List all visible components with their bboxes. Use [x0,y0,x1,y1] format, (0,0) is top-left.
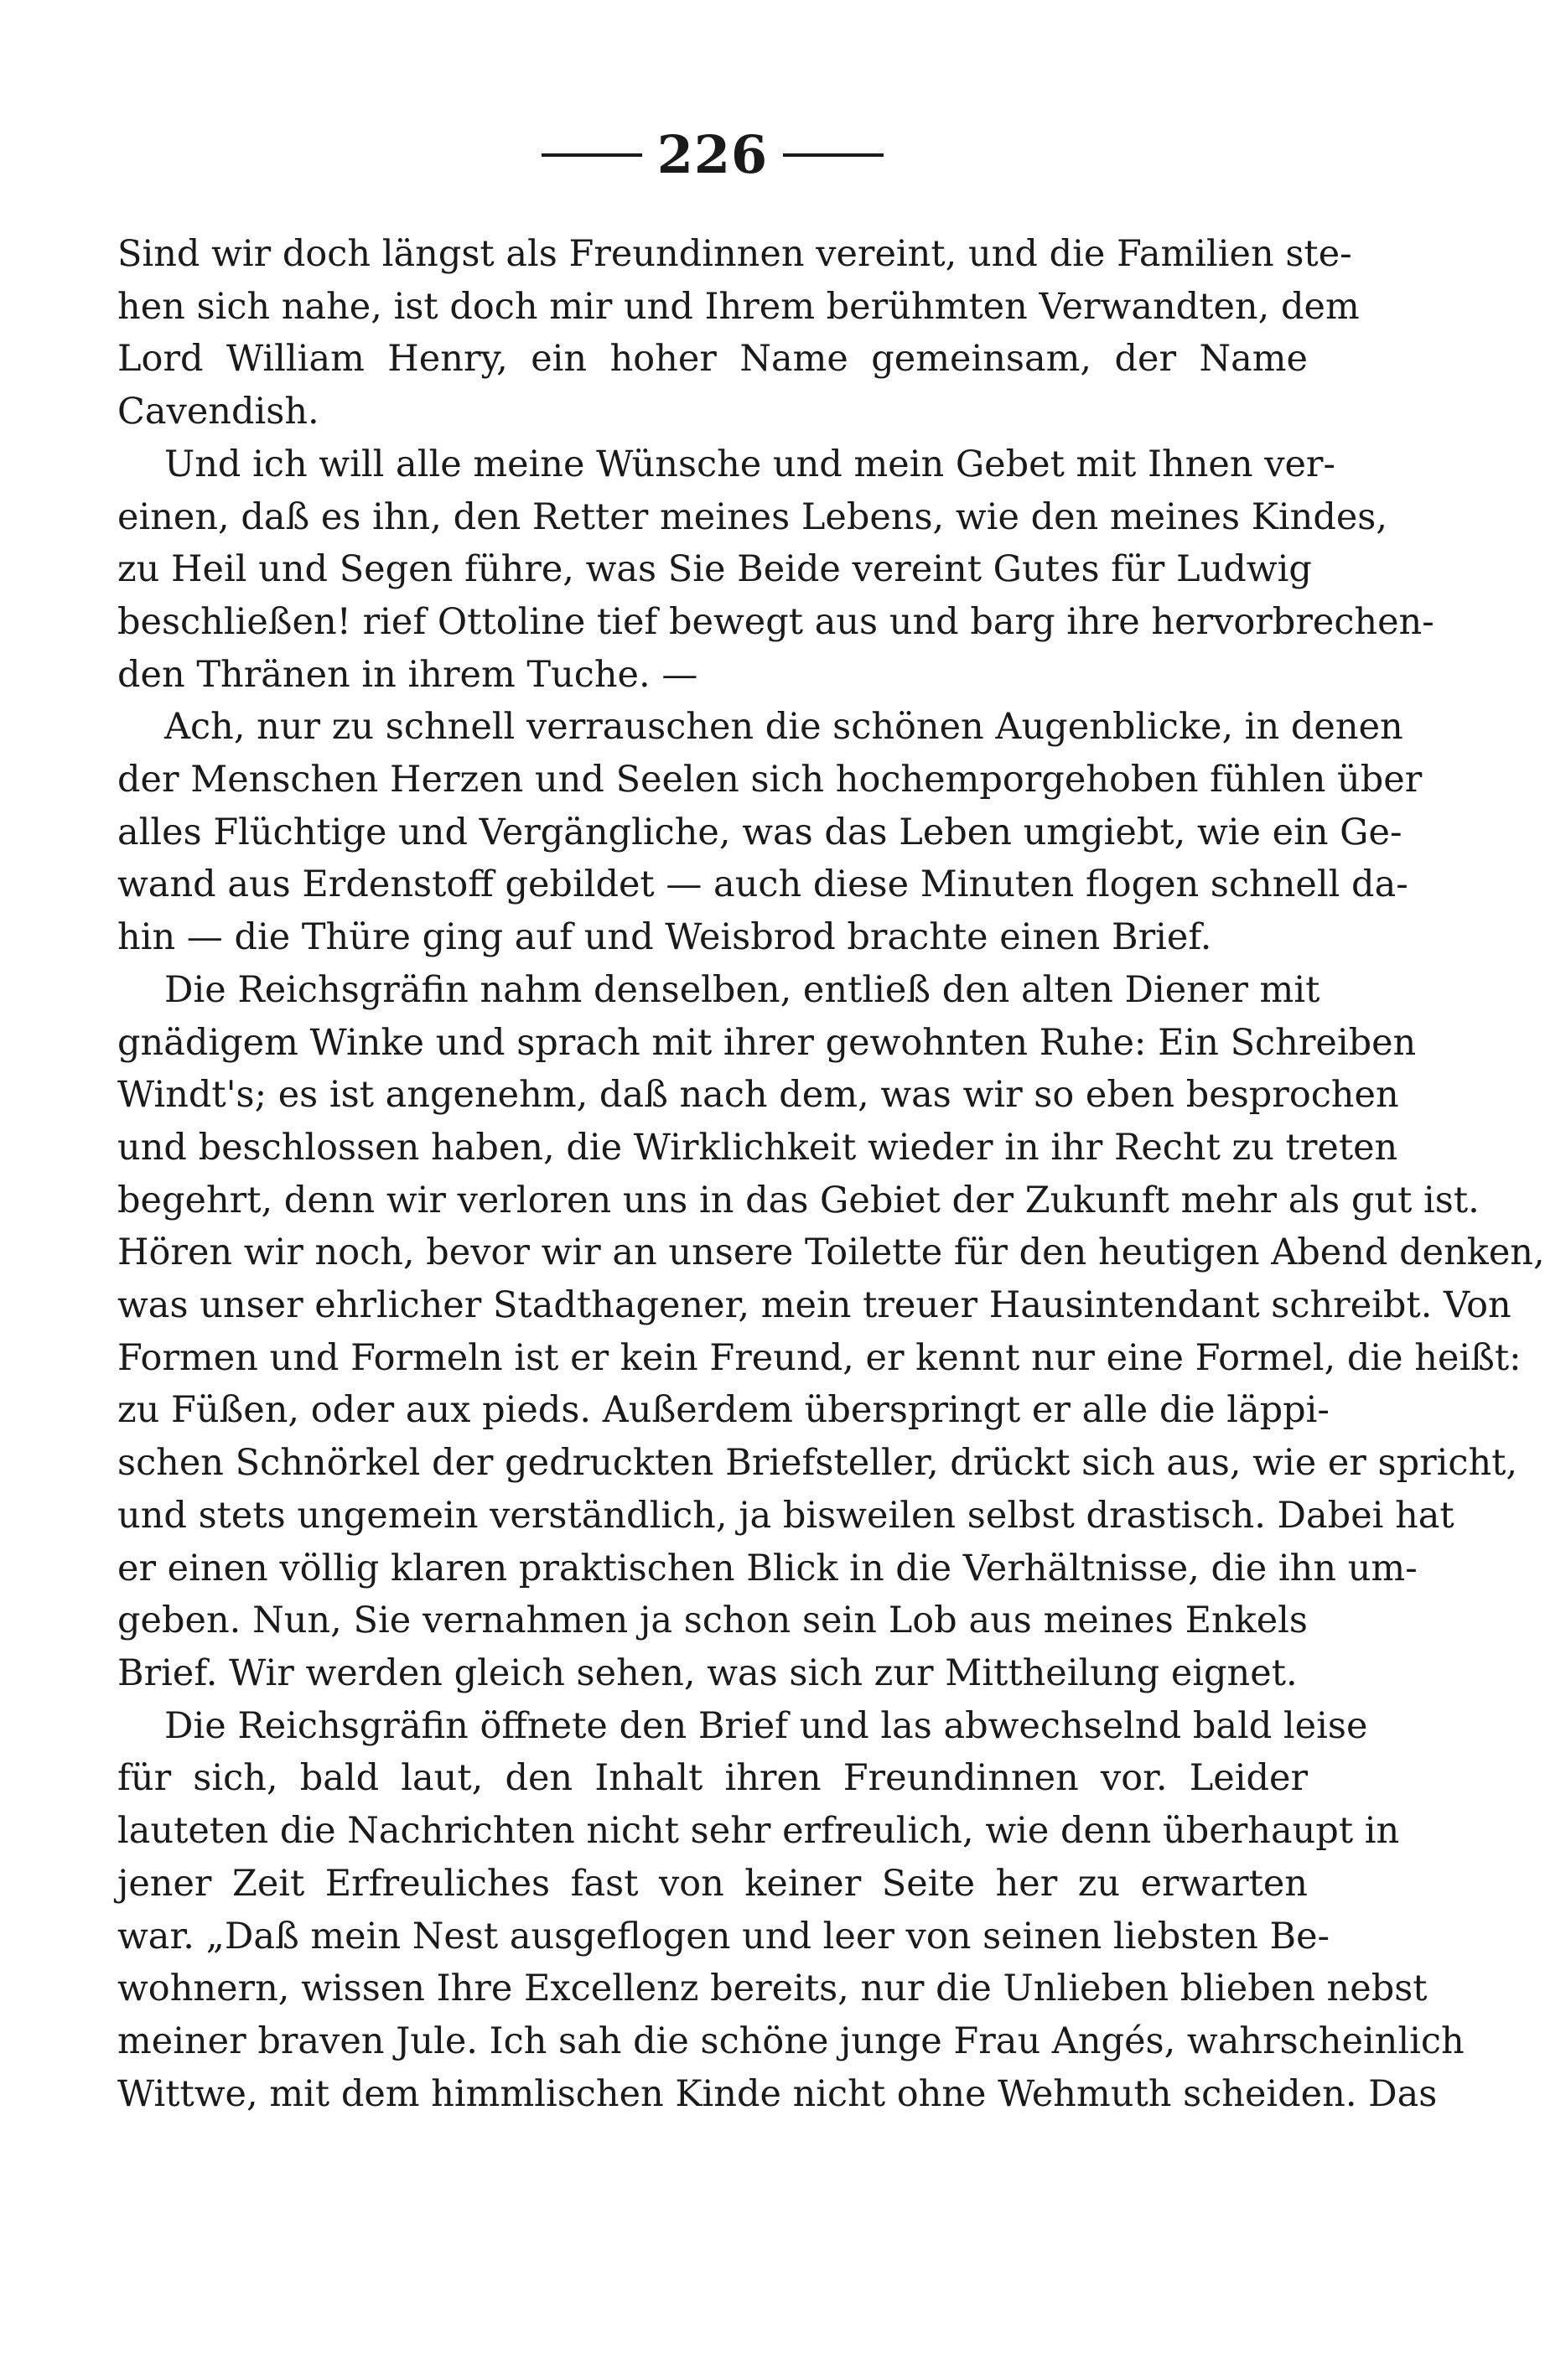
page-number: 226 [656,124,769,185]
text-line: hin — die Thüre ging auf und Weisbrod brachte einen Brief. [117,916,1212,959]
text-line: Die Reichsgräfin öffnete den Brief und las abwechselnd bald leise [164,1704,1368,1747]
text-line: Und ich will alle meine Wünsche und mein Gebet mit Ihnen ver- [164,443,1336,485]
text-line: geben. Nun, Sie vernahmen ja schon sein Lob aus meines Enkels [117,1600,1308,1642]
paragraph [117,228,1360,438]
text-line: meiner braven Jule. Ich sah die schöne junge Frau Angés, wahrscheinlich [117,2020,1465,2062]
text-line: Lord William Henry, ein hoher Name gemeinsam, der Name [117,338,1308,381]
text-line: einen, daß es ihn, den Retter meines Lebens, wie den meines Kindes, [117,495,1388,538]
header-rule-right [783,153,884,157]
text-line: schen Schnörkel der gedruckten Briefsteller, drückt sich aus, wie er spricht, [117,1442,1518,1485]
text-line: und beschlossen haben, die Wirklichkeit wieder in ihr Recht zu treten [117,1126,1398,1169]
paragraph [117,438,1434,702]
text-line: war. „Daß mein Nest ausgeflogen und leer von seinen liebsten Be- [117,1915,1330,1957]
text-line: Cavendish. [117,391,319,433]
paragraph [117,964,1545,1700]
text-line: beschließen! rief Ottoline tief bewegt aus und barg ihre hervorbrechen- [117,600,1434,643]
text-line: Ach, nur zu schnell verrauschen die schönen Augenblicke, in denen [164,706,1403,749]
text-line: Die Reichsgräfin nahm denselben, entließ den alten Diener mit [164,968,1320,1011]
text-line: Hören wir noch, bevor wir an unsere Toilette für den heutigen Abend denken, [117,1231,1545,1274]
text-line: wand aus Erdenstoff gebildet — auch diese Minuten flogen schnell da- [117,863,1408,906]
text-line: lauteten die Nachrichten nicht sehr erfreulich, wie denn überhaupt in [117,1810,1400,1853]
page-header [117,117,1308,193]
text-line: Brief. Wir werden gleich sehen, was sich zur Mittheilung eignet. [117,1651,1298,1694]
paragraph [117,1700,1465,2121]
text-line: hen sich nahe, ist doch mir und Ihrem berühmten Verwandten, dem [117,285,1360,328]
text-line: er einen völlig klaren praktischen Blick in die Verhältnisse, die ihn um- [117,1547,1418,1589]
body-text [117,228,1545,2120]
text-line: wohnern, wissen Ihre Excellenz bereits, nur die Unlieben blieben nebst [117,1968,1428,2010]
text-line: alles Flüchtige und Vergängliche, was das Leben umgiebt, wie ein Ge- [117,811,1402,853]
text-line: Wittwe, mit dem himmlischen Kinde nicht ohne Wehmuth scheiden. Das [117,2072,1438,2115]
text-line: zu Heil und Segen führe, was Sie Beide vereint Gutes für Ludwig [117,548,1312,591]
text-line: was unser ehrlicher Stadthagener, mein treuer Hausintendant schreibt. Von [117,1284,1511,1327]
text-line: begehrt, denn wir verloren uns in das Gebiet der Zukunft mehr als gut ist. [117,1179,1480,1221]
text-line: für sich, bald laut, den Inhalt ihren Freundinnen vor. Leider [117,1757,1308,1800]
text-line: Windt's; es ist angenehm, daß nach dem, was wir so eben besprochen [117,1074,1399,1117]
paragraph [117,701,1423,964]
text-line: gnädigem Winke und sprach mit ihrer gewohnten Ruhe: Ein Schreiben [117,1021,1417,1064]
book-page [117,117,1545,2331]
text-line: Sind wir doch längst als Freundinnen vereint, und die Familien ste- [117,233,1352,275]
header-rule-left [542,153,642,157]
text-line: jener Zeit Erfreuliches fast von keiner Seite her zu erwarten [117,1862,1308,1905]
text-line: zu Füßen, oder aux pieds. Außerdem überspringt er alle die läppi- [117,1389,1330,1432]
text-line: und stets ungemein verständlich, ja bisweilen selbst drastisch. Dabei hat [117,1494,1454,1537]
text-line: Formen und Formeln ist er kein Freund, er kennt nur eine Formel, die heißt: [117,1336,1522,1379]
text-line: der Menschen Herzen und Seelen sich hochemporgehoben fühlen über [117,759,1423,801]
text-line: den Thränen in ihrem Tuche. — [117,653,698,696]
